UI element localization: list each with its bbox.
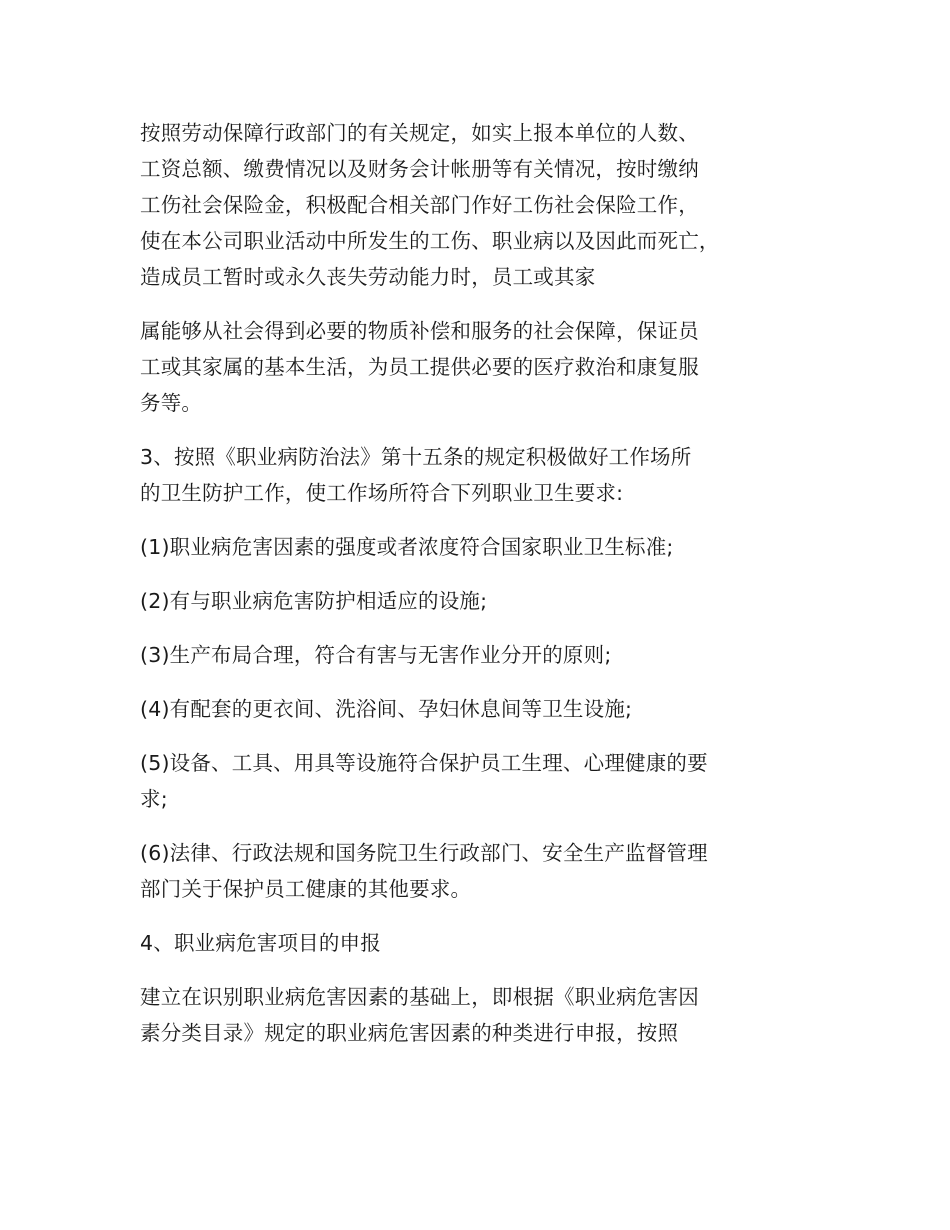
text-line: (3)生产布局合理，符合有害与无害作业分开的原则;	[140, 643, 612, 667]
paragraph	[140, 313, 830, 421]
paragraph	[140, 439, 830, 511]
paragraph	[140, 637, 830, 673]
text-line: (4)有配套的更衣间、洗浴间、孕妇休息间等卫生设施;	[140, 697, 633, 721]
text-line: 的卫生防护工作，使工作场所符合下列职业卫生要求:	[140, 481, 624, 505]
text-line: 建立在识别职业病危害因素的基础上，即根据《职业病危害因	[140, 985, 699, 1009]
paragraph	[140, 835, 830, 907]
text-line: 按照劳动保障行政部门的有关规定，如实上报本单位的人数、	[140, 121, 699, 145]
paragraph	[140, 583, 830, 619]
text-line: 3、按照《职业病防治法》第十五条的规定积极做好工作场所	[140, 445, 692, 469]
paragraph	[140, 979, 830, 1051]
text-line: (1)职业病危害因素的强度或者浓度符合国家职业卫生标准;	[140, 535, 674, 559]
text-line: 工或其家属的基本生活，为员工提供必要的医疗救治和康复服	[140, 355, 699, 379]
text-line: (5)设备、工具、用具等设施符合保护员工生理、心理健康的要	[140, 751, 708, 775]
paragraph	[140, 691, 830, 727]
text-line: 4、职业病危害项目的申报	[140, 931, 381, 955]
text-line: (2)有与职业病危害防护相适应的设施;	[140, 589, 488, 613]
text-line: 求;	[140, 787, 168, 811]
text-line: 工伤社会保险金，积极配合相关部门作好工伤社会保险工作，	[140, 193, 699, 217]
paragraph	[140, 115, 830, 295]
paragraph	[140, 745, 830, 817]
text-line: (6)法律、行政法规和国务院卫生行政部门、安全生产监督管理	[140, 841, 708, 865]
text-line: 素分类目录》规定的职业病危害因素的种类进行申报，按照	[140, 1021, 679, 1045]
text-line: 使在本公司职业活动中所发生的工伤、职业病以及因此而死亡，	[140, 229, 720, 253]
paragraph	[140, 925, 830, 961]
text-line: 务等。	[140, 391, 203, 415]
text-line: 部门关于保护员工健康的其他要求。	[140, 877, 472, 901]
text-line: 工资总额、缴费情况以及财务会计帐册等有关情况，按时缴纳	[140, 157, 699, 181]
text-line: 造成员工暂时或永久丧失劳动能力时，员工或其家	[140, 265, 596, 289]
paragraph	[140, 529, 830, 565]
document-page	[140, 115, 830, 1069]
text-line: 属能够从社会得到必要的物质补偿和服务的社会保障，保证员	[140, 319, 699, 343]
